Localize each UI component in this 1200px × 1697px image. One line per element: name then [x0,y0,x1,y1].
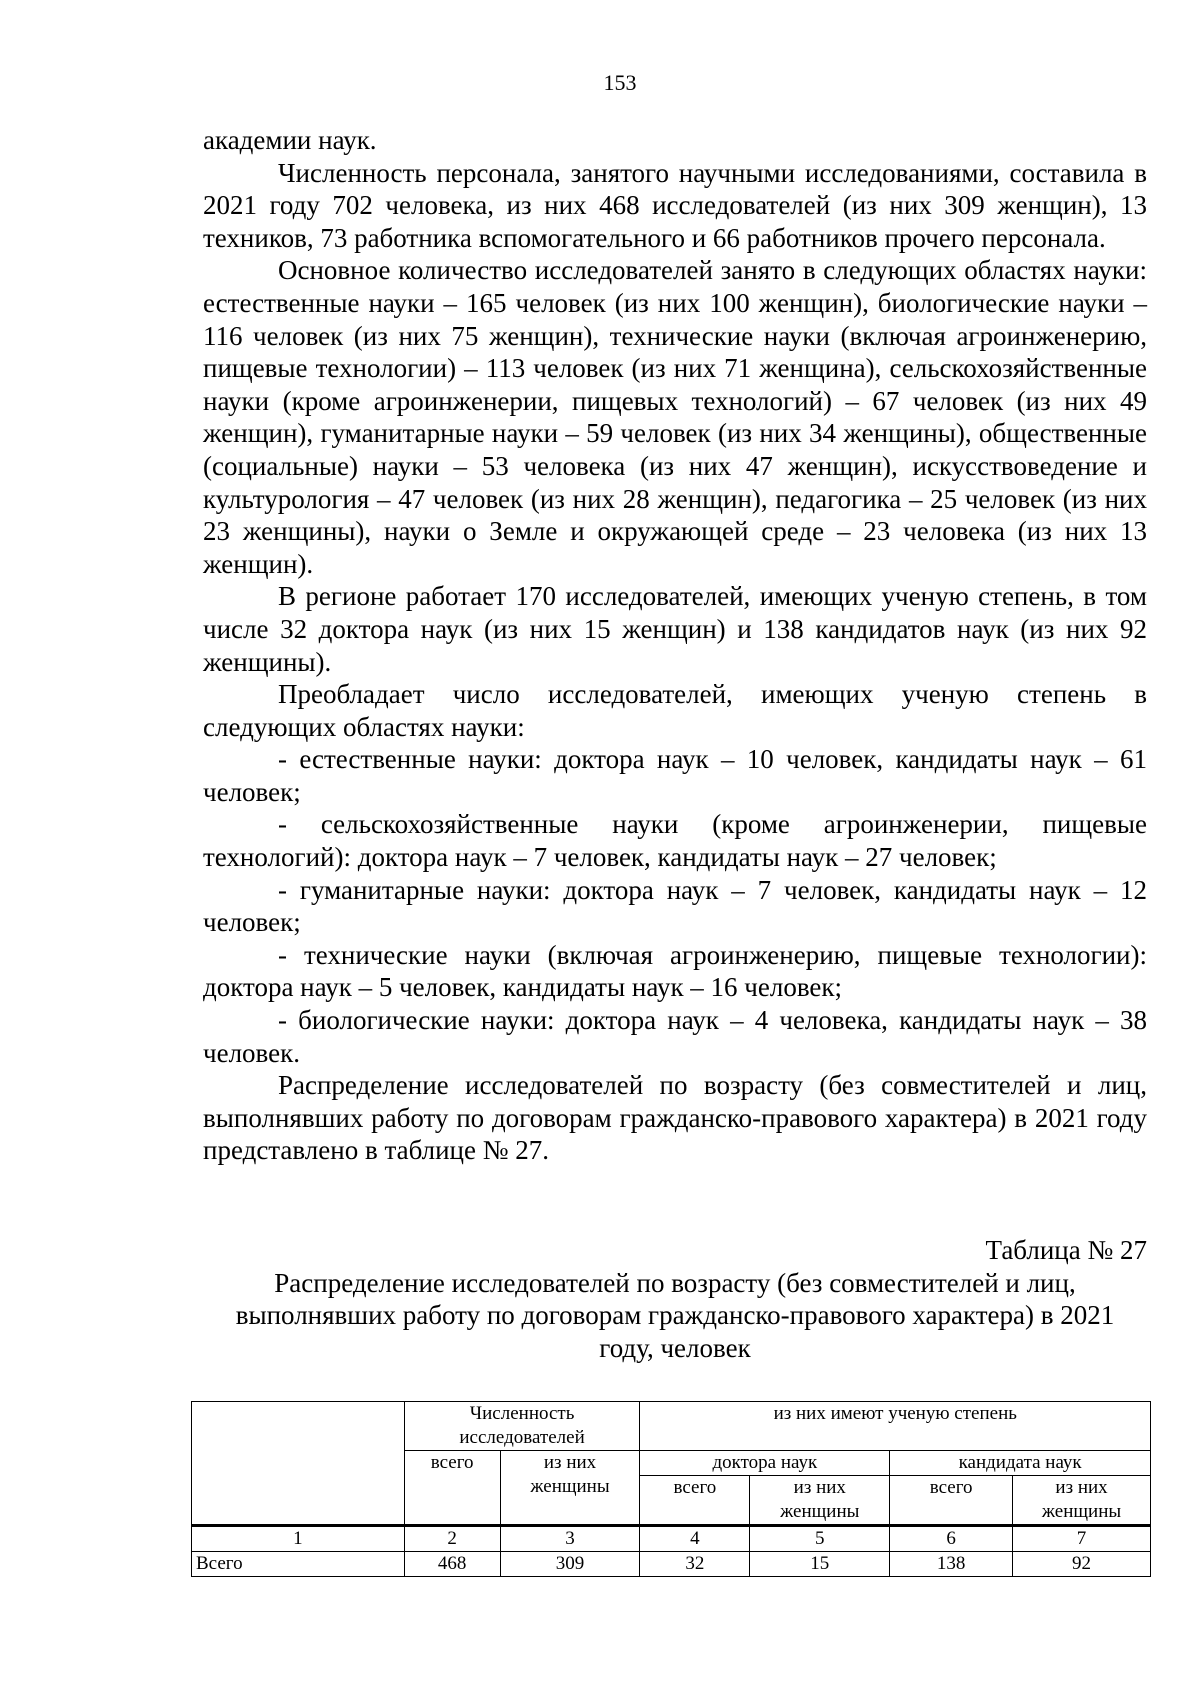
column-number: 1 [192,1527,405,1552]
column-number: 5 [750,1527,890,1552]
table-number: Таблица № 27 [985,1235,1147,1265]
table-cell: 92 [1013,1552,1151,1577]
header-candidates-women: из них женщины [1013,1476,1151,1526]
column-number: 2 [404,1527,500,1552]
data-table [191,1401,1151,1577]
column-number: 3 [500,1527,640,1552]
table-cell: 15 [750,1552,890,1577]
header-doctors-women: из них женщины [750,1476,890,1526]
paragraph: В регионе работает 170 исследователей, имеющих ученую степень, в том числе 32 доктора наук (из них 15 женщин) и 138 кандидатов наук (из них 92 женщины). [203,581,1147,677]
table-cell: 309 [500,1552,640,1577]
list-item: - технические науки (включая агроинженерию, пищевые технологии): доктора наук – 5 человек, кандидаты наук – 16 человек; [203,939,1147,1003]
paragraph: Распределение исследователей по возрасту (без совместителей и лиц, выполнявших работу по договорам гражданско-правового характера) в 2021 году представлено в таблице № 27. [203,1070,1147,1166]
header-researchers: Численность исследователей [404,1402,640,1451]
list-item: - гуманитарные науки: доктора наук – 7 человек, кандидаты наук – 12 человек; [203,874,1147,938]
row-label: Всего [192,1552,405,1577]
list-item: - естественные науки: доктора наук – 10 человек, кандидаты наук – 61 человек; [203,744,1147,807]
header-doctors-total: всего [640,1476,750,1526]
column-number-row [192,1527,1151,1552]
header-empty-cell [192,1402,405,1526]
table-caption [203,1234,1147,1364]
paragraph: академии наук. [203,125,377,155]
paragraph: Основное количество исследователей занято в следующих областях науки: естественные науки – 165 человек (из них 100 женщин), биологические науки – 116 человек (из них 75 женщин), технические науки (включая агроинженерию, пищевые технологии) – 113 человек (из них 71 женщина), сельскохозяйственные науки (кроме агроинженерии, пищевых технологий) – 67 человек (из них 49 женщин), гуманитарные науки – 59 человек (из них 34 женщины), общественные (социальные) науки – 53 человека (из них 47 женщин), искусствоведение и культурология – 47 человек (из них 28 женщин), педагогика – 25 человек (из них 23 женщины), науки о Земле и окружающей среде – 23 человека (из них 13 женщин). [203,255,1147,579]
header-women: из них женщины [500,1451,640,1526]
list-item: - биологические науки: доктора наук – 4 человека, кандидаты наук – 38 человек. [203,1005,1147,1068]
table-cell: 138 [890,1552,1013,1577]
paragraph: Преобладает число исследователей, имеющих ученую степень в следующих областях науки: [203,679,1147,742]
table-cell: 468 [404,1552,500,1577]
list-item: - сельскохозяйственные науки (кроме агроинженерии, пищевые технологий): доктора наук – 7 человек, кандидаты наук – 27 человек; [203,809,1147,873]
column-number: 4 [640,1527,750,1552]
table-cell: 32 [640,1552,750,1577]
header-candidates-total: всего [890,1476,1013,1526]
table-row [192,1552,1151,1577]
header-total: всего [404,1451,500,1526]
header-candidates: кандидата наук [890,1451,1151,1476]
header-with-degree: из них имеют ученую степень [640,1402,1151,1451]
header-doctors: доктора наук [640,1451,890,1476]
column-number: 6 [890,1527,1013,1552]
body-text [203,124,1147,1167]
column-number: 7 [1013,1527,1151,1552]
page-number: 153 [603,70,637,95]
table-title: Распределение исследователей по возрасту (без совместителей и лиц, выполнявших работу по договорам гражданско-правового характера) в 2021 году, человек [235,1267,1115,1363]
paragraph: Численность персонала, занятого научными исследованиями, составила в 2021 году 702 человека, из них 468 исследователей (из них 309 женщин), 13 техников, 73 работника вспомогательного и 66 работников прочего персонала. [203,157,1147,253]
